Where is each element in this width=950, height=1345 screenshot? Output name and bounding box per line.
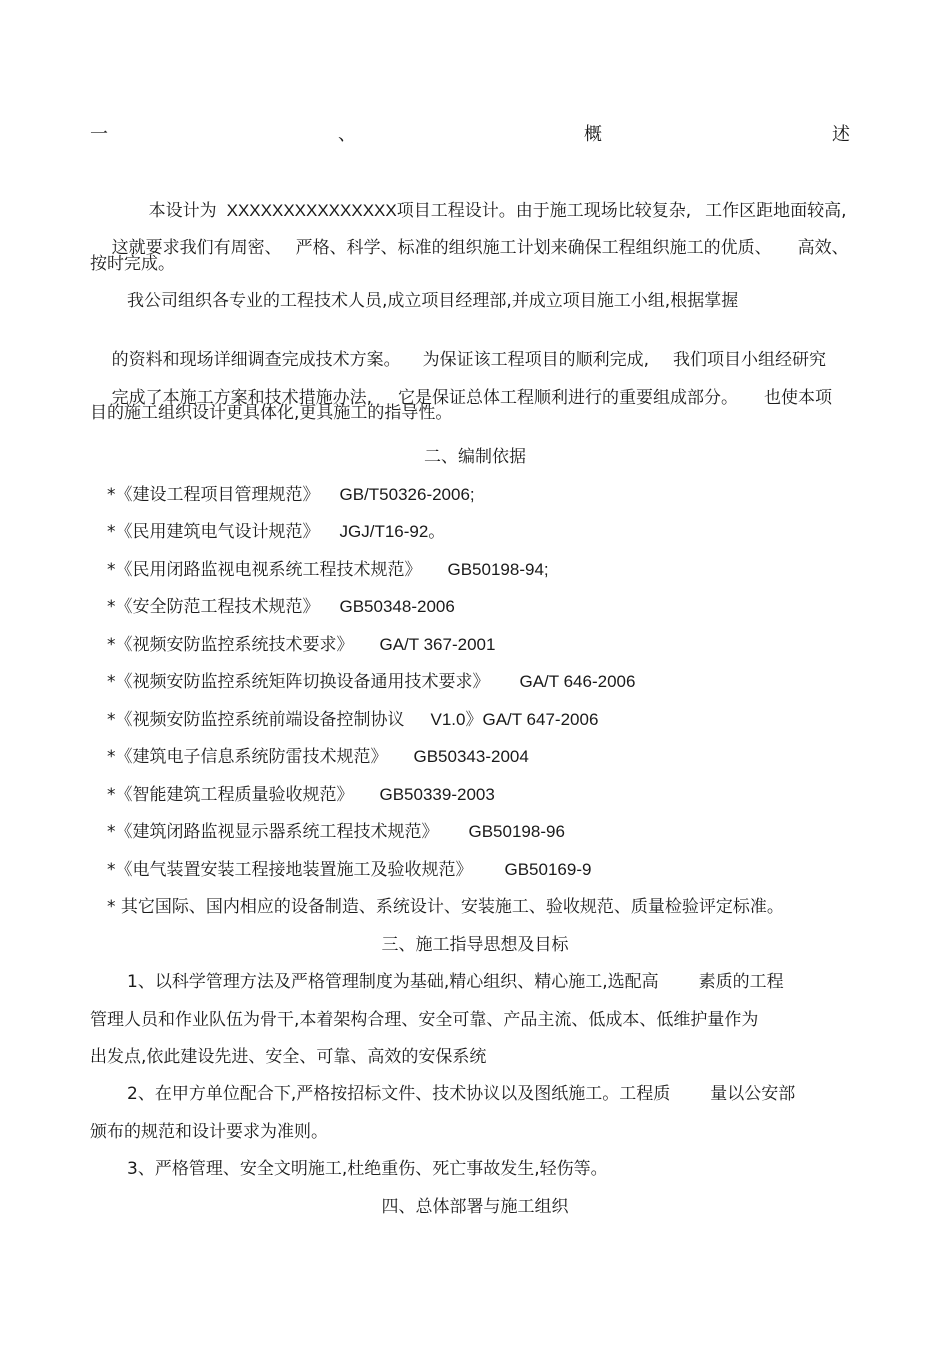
section1-heading-char-1: 一 <box>90 124 108 145</box>
s3p1-line-3: 出发点,依此建设先进、安全、可靠、高效的安保系统 <box>90 1047 487 1067</box>
reference-item <box>107 784 495 806</box>
s1p2-line-2-b: 为保证该工程项目的顺利完成, <box>422 350 650 370</box>
reference-item <box>107 484 475 506</box>
reference-item <box>107 859 591 881</box>
reference-name: *《视频安防监控系统技术要求》 <box>107 635 354 655</box>
s1p1-line-2 <box>90 215 849 281</box>
s3p3-line-1: 3、严格管理、安全文明施工,杜绝重伤、死亡事故发生,轻伤等。 <box>127 1159 608 1179</box>
s1p2-line-1: 我公司组织各专业的工程技术人员,成立项目经理部,并成立项目施工小组,根据掌握 <box>127 291 739 311</box>
s1p1-line-1-d: 工作区距地面较高, <box>705 201 847 221</box>
s3p2-line-2: 颁布的规范和设计要求为准则。 <box>90 1122 328 1142</box>
section2-note: * 其它国际、国内相应的设备制造、系统设计、安装施工、验收规范、质量检验评定标准。 <box>107 897 784 917</box>
reference-code: GB/T50326-2006; <box>339 485 475 504</box>
s1p2-line-2-c: 我们项目小组经研究 <box>673 350 827 370</box>
reference-name: *《安全防范工程技术规范》 <box>107 597 320 617</box>
reference-item <box>107 559 549 581</box>
reference-code: GB50198-96 <box>468 822 565 841</box>
s1p2-line-3-c: 也使本项 <box>764 388 833 408</box>
section1-heading-char-2: 、 <box>338 124 356 145</box>
s1p2-line-3-b: 它是保证总体工程顺利进行的重要组成部分。 <box>398 388 739 408</box>
reference-item <box>107 596 455 618</box>
reference-item <box>107 671 635 693</box>
s3p1-line-2: 管理人员和作业队伍为骨干,本着架构合理、安全可靠、产品主流、低成本、低维护量作为 <box>90 1010 759 1030</box>
reference-item <box>107 709 598 731</box>
s1p1-line-3: 按时完成。 <box>90 254 175 274</box>
section1-heading-char-4: 述 <box>832 124 850 145</box>
reference-code: GB50343-2004 <box>413 747 529 766</box>
reference-item <box>107 821 565 843</box>
s1p1-line-2-b: 严格、科学、标准的组织施工计划来确保工程组织施工的优质、 <box>295 238 772 258</box>
section2-heading: 二、编制依据 <box>424 447 526 467</box>
reference-name: *《建筑闭路监视显示器系统工程技术规范》 <box>107 822 439 842</box>
reference-code: GB50169-9 <box>504 860 592 879</box>
reference-code: GB50198-94; <box>447 560 549 579</box>
reference-name: *《视频安防监控系统矩阵切换设备通用技术要求》 <box>107 672 490 692</box>
s1p2-line-3-a: 完成了本施工方案和技术措施办法, <box>111 388 373 408</box>
reference-name: *《建筑电子信息系统防雷技术规范》 <box>107 747 388 767</box>
reference-code: GB50339-2003 <box>379 785 495 804</box>
reference-name: *《视频安防监控系统前端设备控制协议 <box>107 710 405 730</box>
reference-code: GA/T 367-2001 <box>379 635 496 654</box>
s3p1-line-1 <box>127 971 784 993</box>
s3p1-line-1-b: 素质的工程 <box>698 972 784 992</box>
reference-code: GB50348-2006 <box>339 597 455 616</box>
reference-item <box>107 521 445 543</box>
s1p2-line-4: 目的施工组织设计更具体化,更具施工的指导性。 <box>90 403 453 423</box>
s3p2-line-1-b: 量以公安部 <box>710 1084 796 1104</box>
reference-name: *《建设工程项目管理规范》 <box>107 485 320 505</box>
s3p2-line-1-a: 2、在甲方单位配合下,严格按招标文件、技术协议以及图纸施工。工程质 <box>127 1084 671 1104</box>
s3p2-line-1 <box>127 1083 795 1105</box>
section3-heading: 三、施工指导思想及目标 <box>381 935 569 955</box>
s1p2-line-2-a: 的资料和现场详细调查完成技术方案。 <box>111 350 401 370</box>
s3p1-line-1-a: 1、以科学管理方法及严格管理制度为基础,精心组织、精心施工,选配高 <box>127 972 659 992</box>
reference-name: *《电气装置安装工程接地装置施工及验收规范》 <box>107 860 473 880</box>
project-name-placeholder: XXXXXXXXXXXXXXX <box>226 201 397 220</box>
section1-heading-char-3: 概 <box>584 124 602 145</box>
s1p1-line-1-c: 项目工程设计。由于施工现场比较复杂, <box>396 201 692 221</box>
s1p1-line-1-a: 本设计为 <box>148 201 217 221</box>
s1p1-line-2-c: 高效、 <box>797 238 849 258</box>
reference-code: GA/T 646-2006 <box>519 672 636 691</box>
reference-name: *《智能建筑工程质量验收规范》 <box>107 785 354 805</box>
s1p1-line-2-a: 这就要求我们有周密、 <box>111 238 282 258</box>
reference-code: JGJ/T16-92。 <box>339 522 446 541</box>
section4-heading: 四、总体部署与施工组织 <box>381 1197 569 1217</box>
reference-item <box>107 634 495 656</box>
reference-code: V1.0》GA/T 647-2006 <box>430 710 599 729</box>
reference-item <box>107 746 529 768</box>
reference-name: *《民用建筑电气设计规范》 <box>107 522 320 542</box>
reference-name: *《民用闭路监视电视系统工程技术规范》 <box>107 560 422 580</box>
